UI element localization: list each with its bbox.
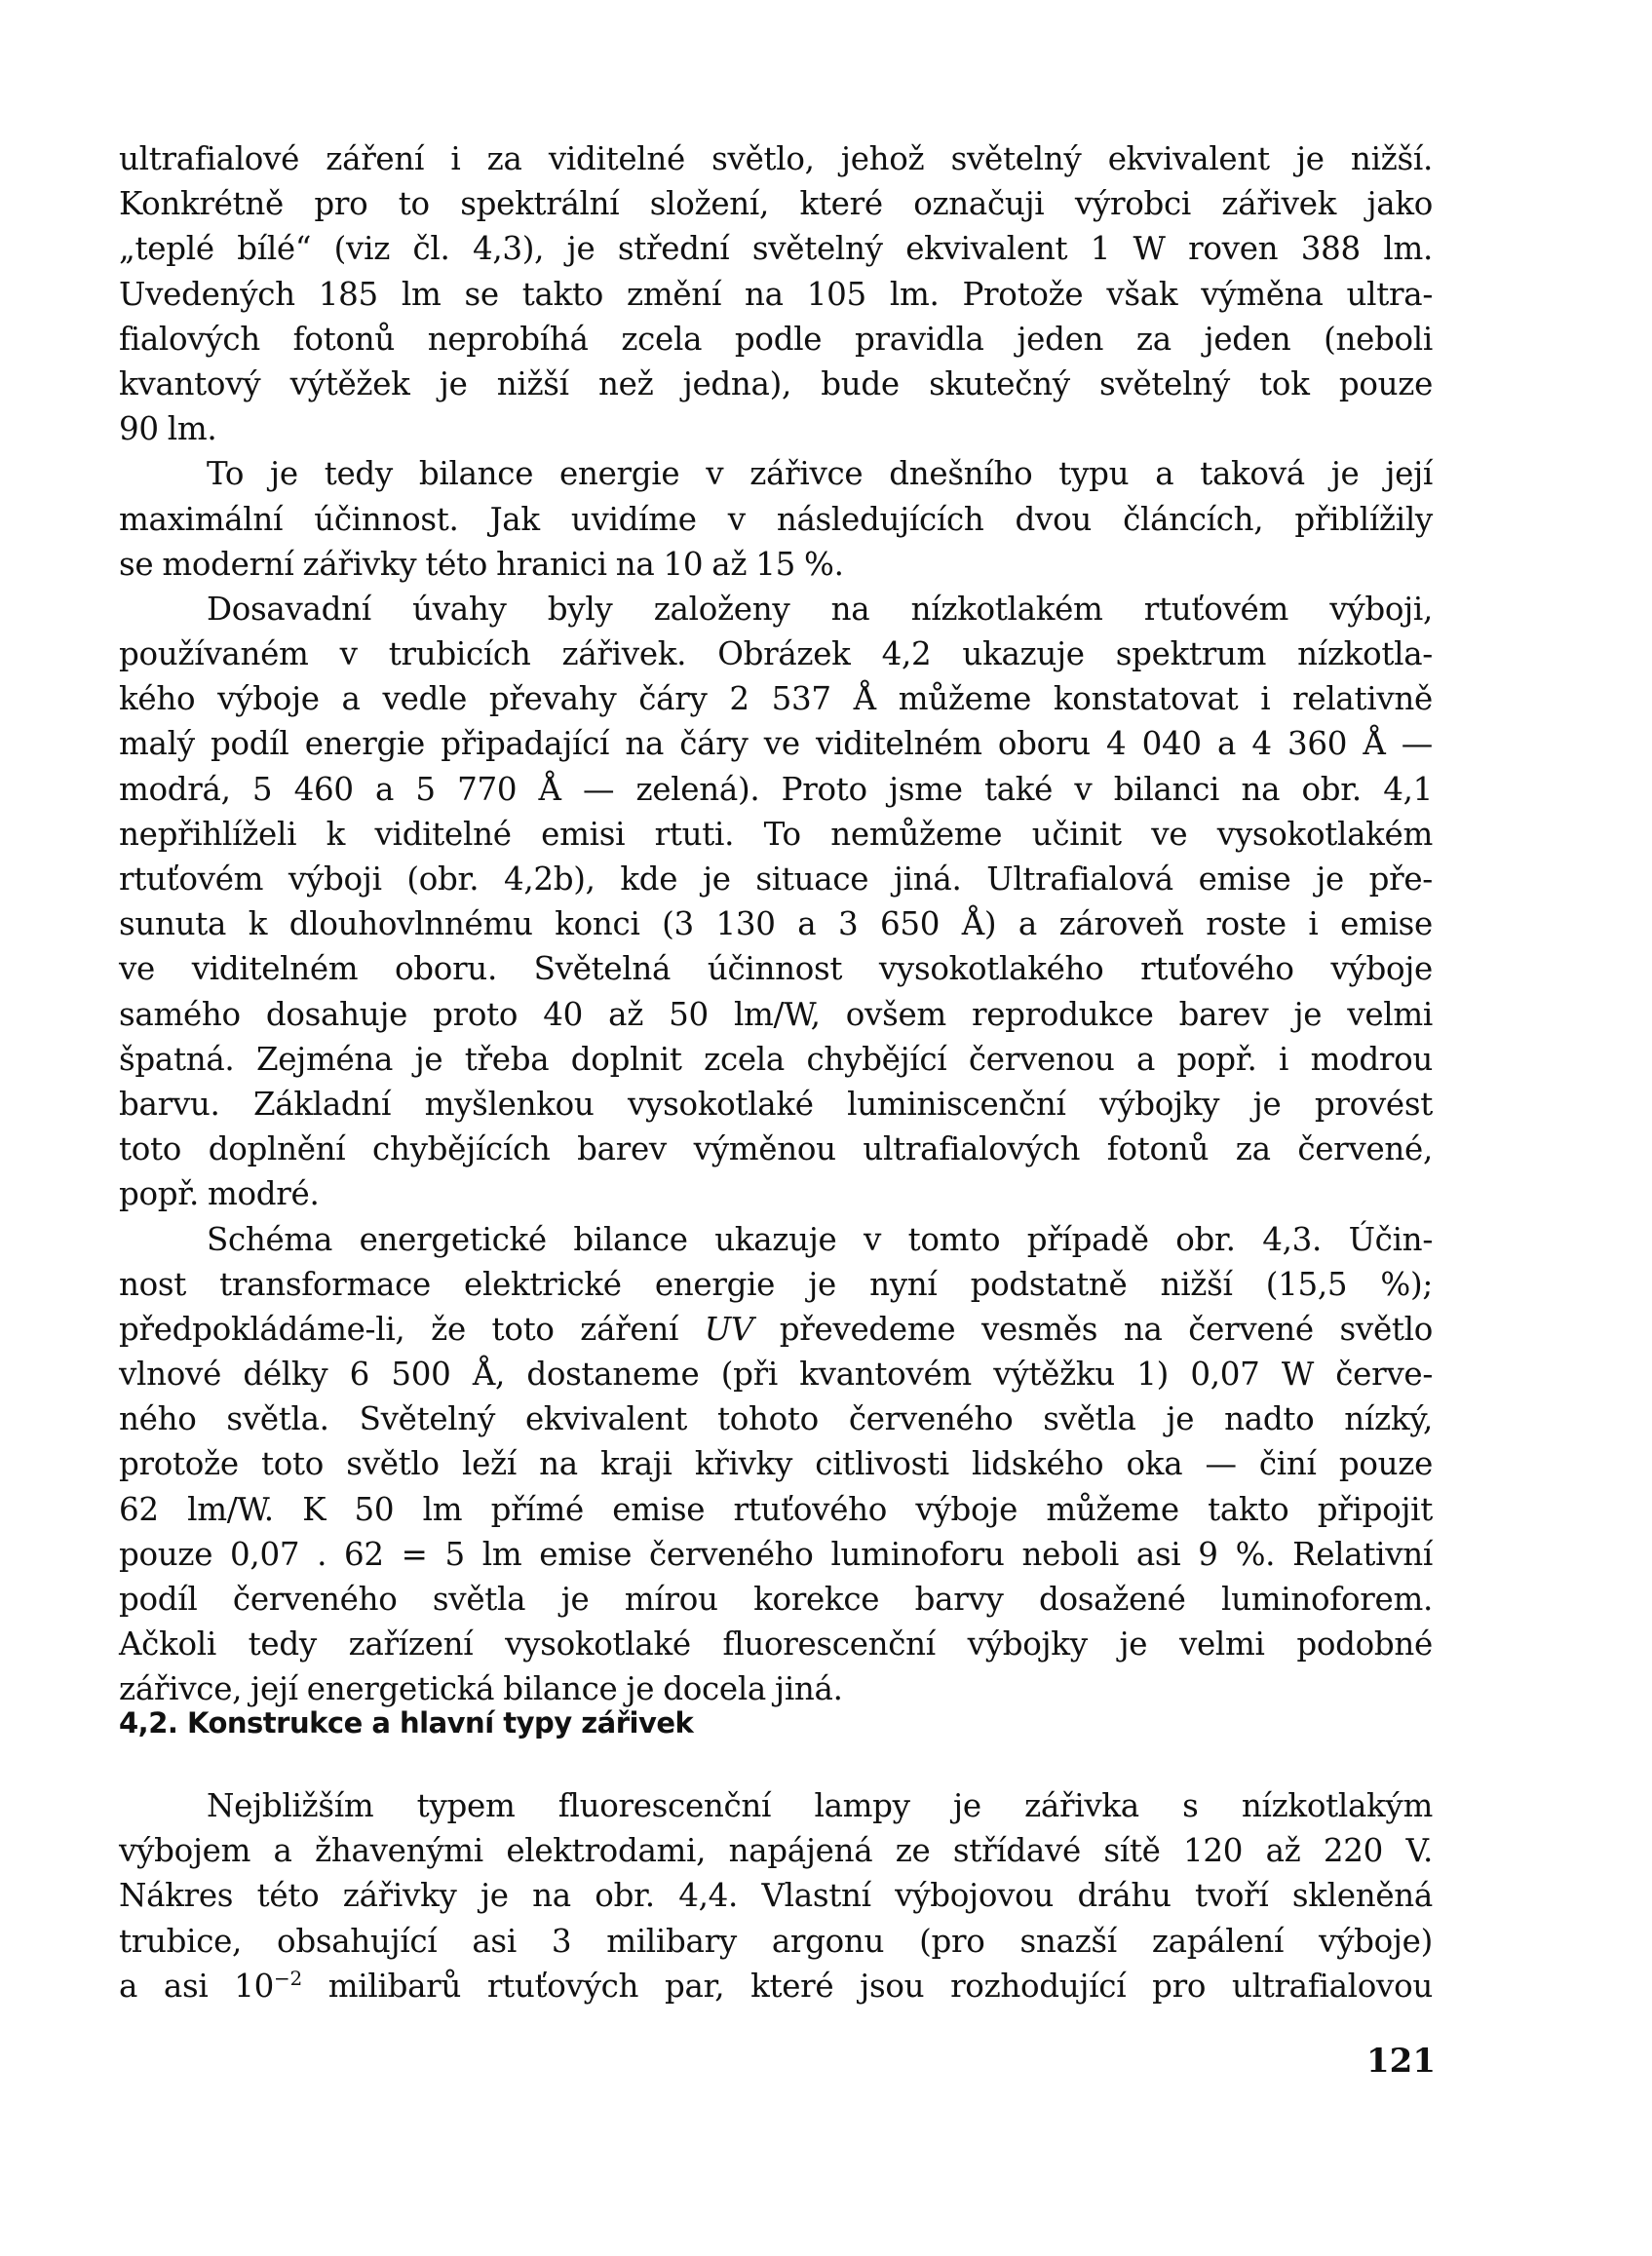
text-fragment: předpokládáme-li, že toto záření [119, 1310, 679, 1348]
text-line: ného světla. Světelný ekvivalent tohoto červeného světla je nadto nízký, [119, 1400, 1433, 1438]
text-line: toto doplnění chybějících barev výměnou ultrafialových fotonů za červené, [119, 1130, 1433, 1168]
text-line: protože toto světlo leží na kraji křivky citlivosti lidského oka — činí pouze [119, 1445, 1433, 1483]
text-line: podíl červeného světla je mírou korekce barvy dosažené luminoforem. [119, 1581, 1433, 1618]
text-line: zářivce, její energetická bilance je docela jiná. [119, 1670, 843, 1708]
page-number: 121 [1366, 2042, 1436, 2081]
text-line: výbojem a žhavenými elektrodami, napájená ze střídavé sítě 120 až 220 V. [119, 1832, 1433, 1870]
text-fragment: a asi 10 [119, 1967, 275, 2005]
text-line: ve viditelném oboru. Světelná účinnost vysokotlakého rtuťového výboje [119, 950, 1433, 988]
text-line-uv [119, 1307, 1433, 1352]
text-line: popř. modré. [119, 1175, 320, 1213]
paragraph-start: Schéma energetické bilance ukazuje v tomto případě obr. 4,3. Účin- [207, 1220, 1433, 1258]
text-line: vlnové délky 6 500 Å, dostaneme (při kvantovém výtěžku 1) 0,07 W červe- [119, 1356, 1433, 1394]
text-line: samého dosahuje proto 40 až 50 lm/W, ovšem reprodukce barev je velmi [119, 995, 1433, 1033]
text-line: modrá, 5 460 a 5 770 Å — zelená). Proto jsme také v bilanci na obr. 4,1 [119, 770, 1433, 808]
text-line: kvantový výtěžek je nižší než jedna), bude skutečný světelný tok pouze [119, 364, 1433, 402]
text-line: barvu. Základní myšlenkou vysokotlaké luminiscenční výbojky je provést [119, 1085, 1433, 1123]
paragraph-start: Dosavadní úvahy byly založeny na nízkotlakém rtuťovém výboji, [207, 590, 1433, 628]
book-page [119, 0, 1436, 2256]
text-line: sunuta k dlouhovlnnému konci (3 130 a 3 650 Å) a zároveň roste i emise [119, 905, 1433, 943]
text-line: Ačkoli tedy zařízení vysokotlaké fluorescenční výbojky je velmi podobné [119, 1625, 1433, 1663]
body-text-section-a [119, 136, 1433, 1712]
text-line: Konkrétně pro to spektrální složení, které označuji výrobci zářivek jako [119, 185, 1433, 223]
text-line: se moderní zářivky této hranici na 10 až 15 %. [119, 545, 844, 583]
text-line: „teplé bílé“ (viz čl. 4,3), je střední světelný ekvivalent 1 W roven 388 lm. [119, 230, 1433, 268]
text-line: kého výboje a vedle převahy čáry 2 537 Å můžeme konstatovat i relativně [119, 680, 1433, 718]
section-heading: 4,2. Konstrukce a hlavní typy zářivek [119, 1706, 694, 1740]
body-text-section-b [119, 1783, 1433, 2008]
text-line: pouze 0,07 . 62 = 5 lm emise červeného luminoforu neboli asi 9 %. Relativní [119, 1535, 1433, 1573]
text-line-exponent [119, 1964, 1433, 2008]
text-line: 90 lm. [119, 410, 217, 448]
text-line: nepřihlíželi k viditelné emisi rtuti. To nemůžeme učinit ve vysokotlakém [119, 815, 1433, 853]
text-line: 62 lm/W. K 50 lm přímé emise rtuťového výboje můžeme takto připojit [119, 1490, 1433, 1528]
exponent: −2 [274, 1966, 302, 1990]
text-line: fialových fotonů neprobíhá zcela podle pravidla jeden za jeden (neboli [119, 320, 1433, 358]
text-line: ultrafialové záření i za viditelné světlo, jehož světelný ekvivalent je nižší. [119, 140, 1433, 177]
text-line: malý podíl energie připadající na čáry ve viditelném oboru 4 040 a 4 360 Å — [119, 725, 1433, 763]
text-line: trubice, obsahující asi 3 milibary argonu (pro snazší zapálení výboje) [119, 1922, 1433, 1960]
text-line: Nákres této zářivky je na obr. 4,4. Vlastní výbojovou dráhu tvoří skleněná [119, 1877, 1433, 1915]
paragraph-start: To je tedy bilance energie v zářivce dnešního typu a taková je její [207, 455, 1433, 493]
text-line: používaném v trubicích zářivek. Obrázek 4,2 ukazuje spektrum nízkotla- [119, 635, 1433, 673]
text-line: Uvedených 185 lm se takto změní na 105 lm. Protože však výměna ultra- [119, 275, 1433, 313]
text-line: rtuťovém výboji (obr. 4,2b), kde je situace jiná. Ultrafialová emise je pře- [119, 860, 1433, 898]
text-line: maximální účinnost. Jak uvidíme v následujících dvou článcích, přiblížily [119, 500, 1433, 538]
text-line: nost transformace elektrické energie je nyní podstatně nižší (15,5 %); [119, 1265, 1433, 1303]
text-line: špatná. Zejména je třeba doplnit zcela chybějící červenou a popř. i modrou [119, 1040, 1433, 1078]
italic-symbol-uv: UV [704, 1310, 754, 1348]
paragraph-start: Nejbližším typem fluorescenční lampy je zářivka s nízkotlakým [207, 1787, 1433, 1824]
text-fragment: převedeme vesměs na červené světlo [753, 1310, 1433, 1348]
text-fragment: milibarů rtuťových par, které jsou rozhodující pro ultrafialovou [301, 1967, 1433, 2005]
